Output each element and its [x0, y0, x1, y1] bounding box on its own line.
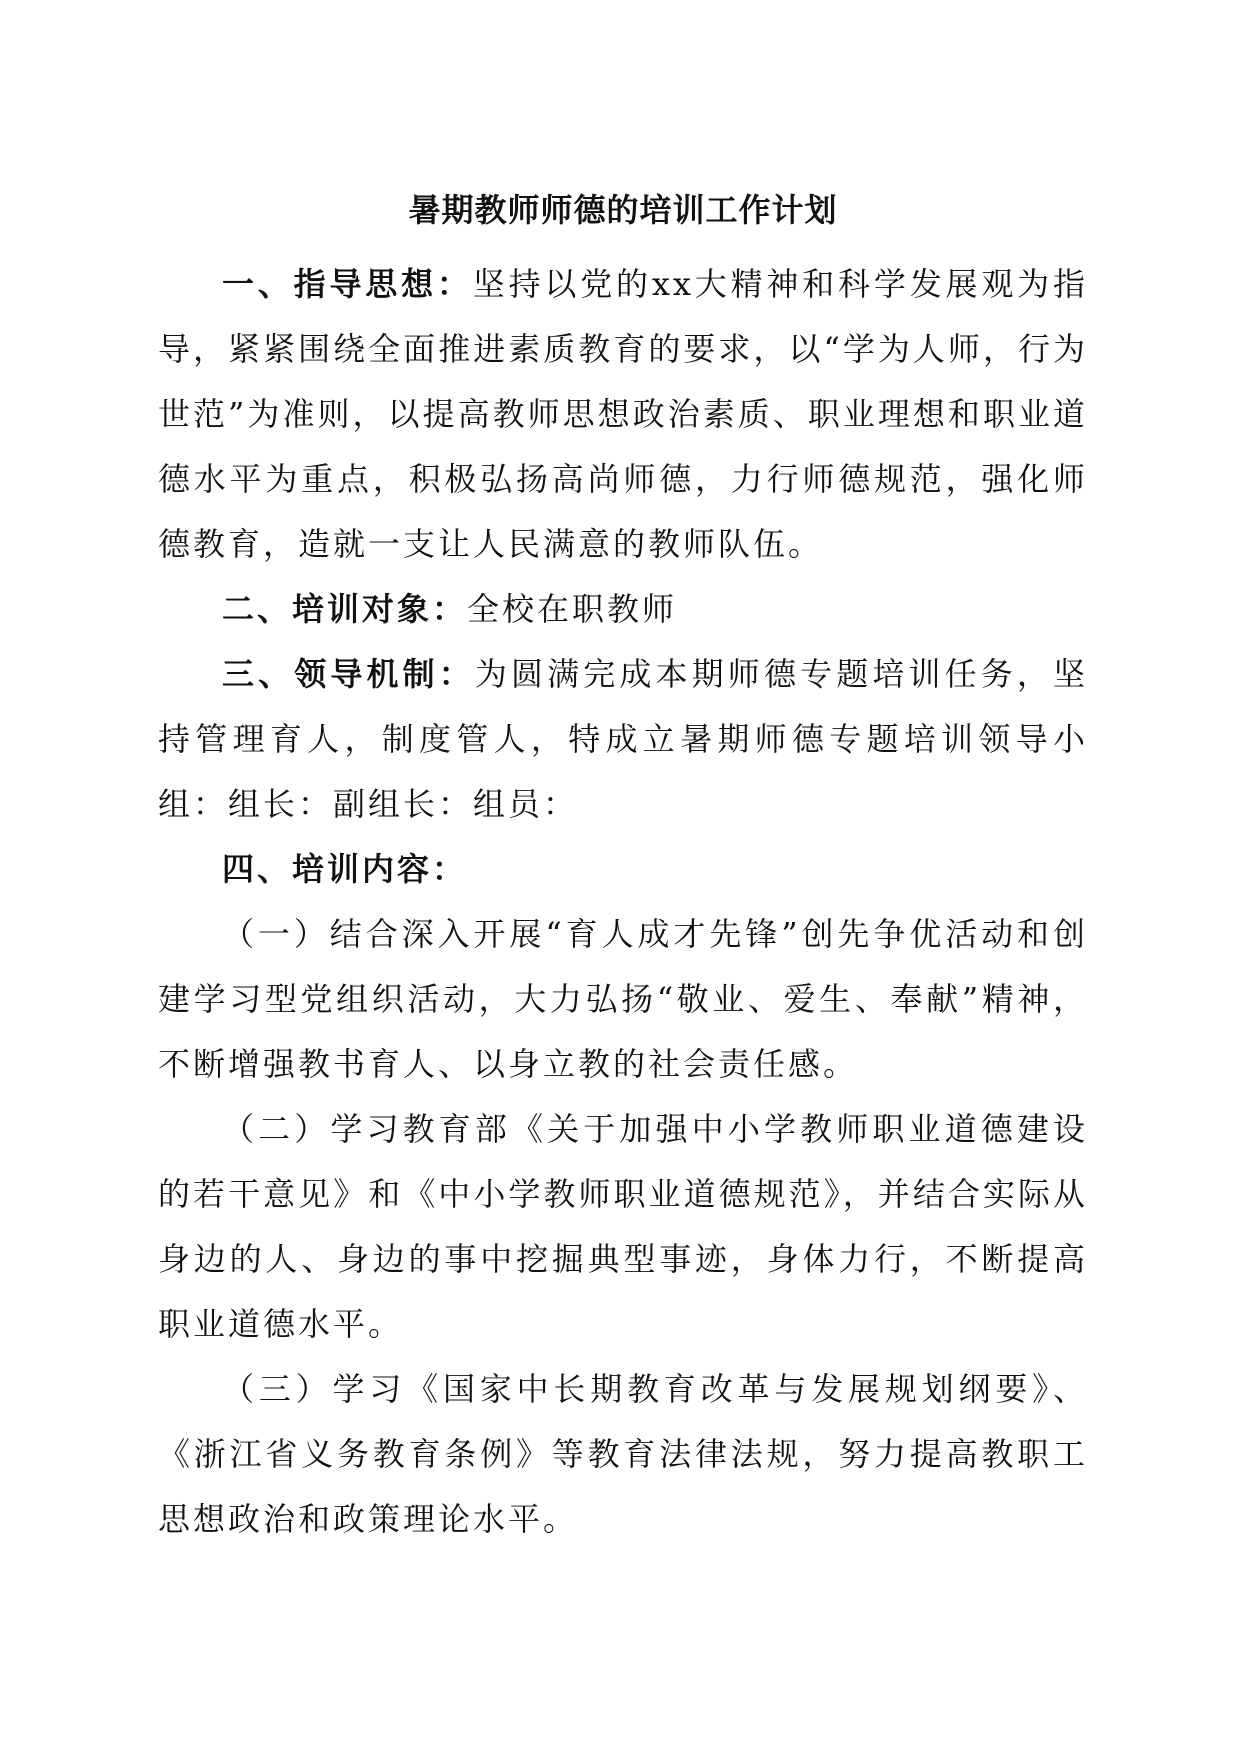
- section-training-target: [158, 577, 1088, 642]
- section-guiding-ideology: [158, 252, 1088, 577]
- section-training-content: [158, 837, 1088, 902]
- document-page: [158, 190, 1088, 1552]
- section-heading: 一、指导思想：: [222, 265, 473, 303]
- document-title: 暑期教师师德的培训工作计划: [408, 191, 838, 229]
- section-heading: 二、培训对象：: [222, 590, 468, 628]
- content-item-2: （二）学习教育部《关于加强中小学教师职业道德建设的若干意见》和《中小学教师职业道德规范》，并结合实际从身边的人、身边的事中挖掘典型事迹，身体力行，不断提高职业道德水平。: [158, 1110, 1088, 1343]
- content-item-1: （一）结合深入开展“育人成才先锋”创先争优活动和创建学习型党组织活动，大力弘扬“敬业、爱生、奉献”精神，不断增强教书育人、以身立教的社会责任感。: [158, 915, 1088, 1083]
- content-item-3: （三）学习《国家中长期教育改革与发展规划纲要》、《浙江省义务教育条例》等教育法律法规，努力提高教职工思想政治和政策理论水平。: [158, 1370, 1088, 1538]
- section-text: 为圆满完成本期师德专题培训任务，坚持管理育人，制度管人，特成立暑期师德专题培训领导小组：组长：副组长：组员：: [158, 655, 1088, 823]
- section-text: 全校在职教师: [467, 590, 678, 628]
- section-leadership: [158, 642, 1088, 837]
- section-heading: 四、培训内容：: [222, 850, 468, 888]
- section-text: 坚持以党的xx大精神和科学发展观为指导，紧紧围绕全面推进素质教育的要求，以“学为人师，行为世范”为准则，以提高教师思想政治素质、职业理想和职业道德水平为重点，积极弘扬高尚师德，力行师德规范，强化师德教育，造就一支让人民满意的教师队伍。: [158, 265, 1088, 563]
- section-heading: 三、领导机制：: [222, 655, 475, 693]
